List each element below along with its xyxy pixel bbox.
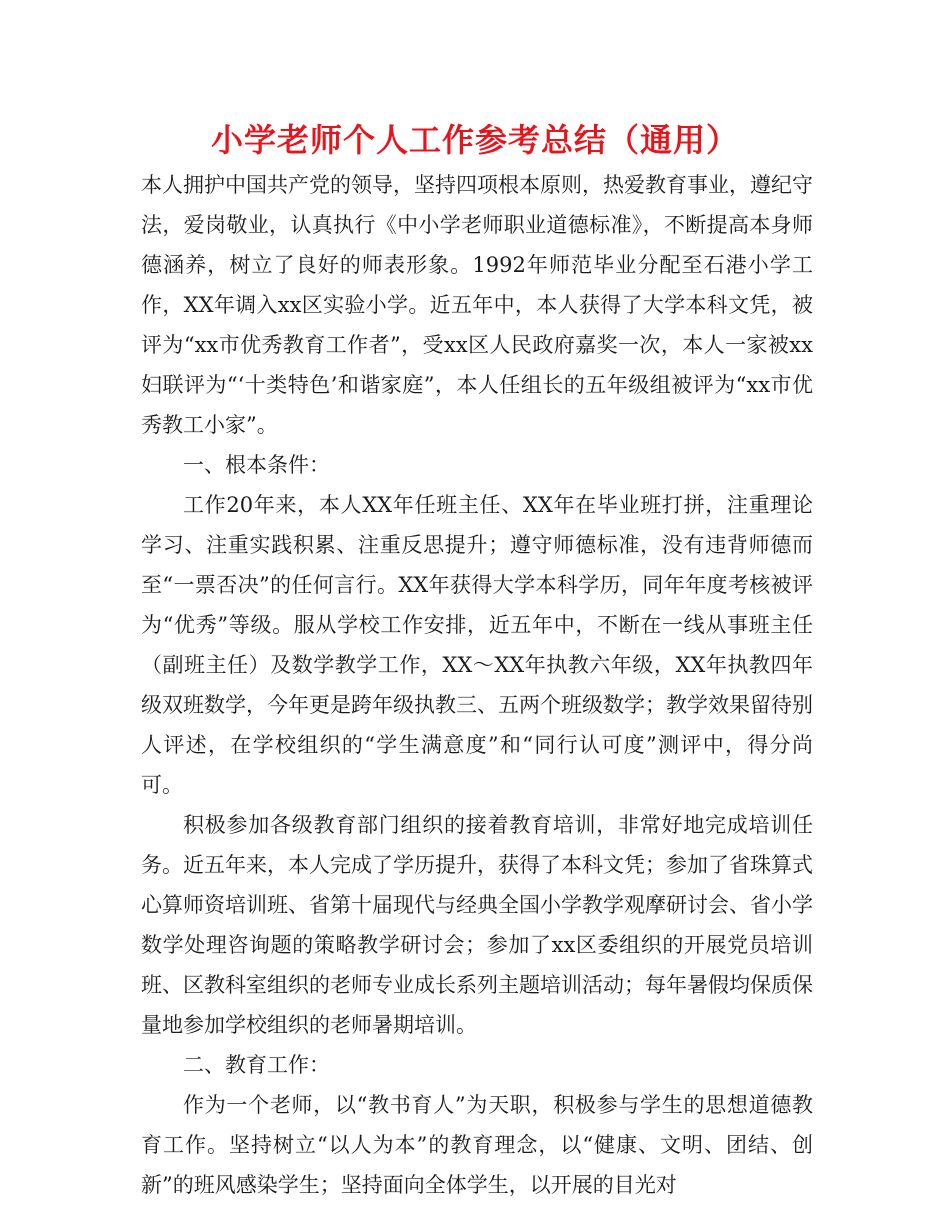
document-body xyxy=(141,165,813,1205)
education-work-paragraph: 作为一个老师，以“教书育人”为天职，积极参与学生的思想道德教育工作。坚持树立“以人为本”的教育理念，以“健康、文明、团结、创新”的班风感染学生；坚持面向全体学生，以开展的目光对 xyxy=(141,1093,813,1197)
intro-paragraph: 本人拥护中国共产党的领导，坚持四项根本原则，热爱教育事业，遵纪守法，爱岗敬业，认真执行《中小学老师职业道德标准》，不断提高本身师德涵养，树立了良好的师表形象。1992年师范毕业分配至石港小学工作，XX年调入xx区实验小学。近五年中，本人获得了大学本科文凭，被评为“xx市优秀教育工作者”，受xx区人民政府嘉奖一次，本人一家被xx妇联评为“‘十类特色’和谐家庭”，本人任组长的五年级组被评为“xx市优秀教工小家”。 xyxy=(141,173,813,437)
section-heading-basic-conditions: 一、根本条件： xyxy=(183,453,330,477)
section-heading-education-work: 二、教育工作： xyxy=(183,1053,330,1077)
work-history-paragraph: 工作20年来，本人XX年任班主任、XX年在毕业班打拼，注重理论学习、注重实践积累、注重反思提升；遵守师德标准，没有违背师德而至“一票否决”的任何言行。XX年获得大学本科学历，同年年度考核被评为“优秀”等级。服从学校工作安排，近五年中，不断在一线从事班主任（副班主任）及数学教学工作，XX～XX年执教六年级，XX年执教四年级双班数学，今年更是跨年级执教三、五两个班级数学；教学效果留待别人评述，在学校组织的“学生满意度”和“同行认可度”测评中，得分尚可。 xyxy=(141,493,813,797)
training-paragraph: 积极参加各级教育部门组织的接着教育培训，非常好地完成培训任务。近五年来，本人完成了学历提升，获得了本科文凭；参加了省珠算式心算师资培训班、省第十届现代与经典全国小学教学观摩研讨会、省小学数学处理咨询题的策略教学研讨会；参加了xx区委组织的开展党员培训班、区教科室组织的老师专业成长系列主题培训活动；每年暑假均保质保量地参加学校组织的老师暑期培训。 xyxy=(141,813,813,1037)
document-title: 小学老师个人工作参考总结（通用） xyxy=(210,121,739,159)
